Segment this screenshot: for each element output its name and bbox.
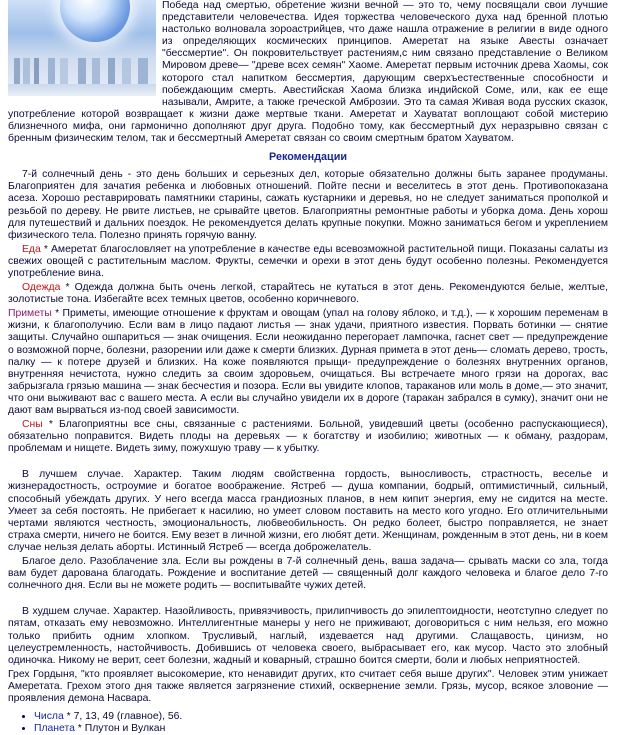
earth-city-image bbox=[8, 0, 156, 96]
worst-case-sin: Грех Гордыня, "кто проявляет высокомерие, кто ненавидит других, кто считает себя выше других". Человек этим унижает Амеретата. Грехом этого дня также является загрязнение стихий, осквернение земли. Грязь, мусор, всякое зловоние — проявления демона Насвара. bbox=[8, 668, 608, 704]
food-text: * Амеретат благословляет на употребление в качестве еды всевозможной растительной пищи. Показаны салаты из свежих овощей с растительным маслом. Фрукты, семечки и орехи в этот день будут особенно полезны. Рекомендуется употребление вина. bbox=[8, 243, 608, 279]
intro-paragraph: Победа над смертью, обретение жизни вечной — это то, чему посвящали свои лучшие представители человечества. Идея торжества человеческого духа над бренной плотью настолько волновала зороастрийцев, что даже нашла отражение в религии в виде одного из определяющих космических принципов. Амеретат на языке Авесты означает "бессмертие". Он покровительствует растениям,с ним связано представление о Великом Мировом древе— "древе всех семян" Хаоме. Амеретат первым источник древа Хаомы, сок которого стал напитком бессмертия, дарующим сверхъестественные способности и побеждающим смерть. Авестийская Хаома близка индийской Соме, или, как ее еще называли, Амрите, а также греческой Амброзии. Это та самая Живая вода русских сказок, употребление которой возвращает к жизни даже мертвые ткани. Амеретат и Хауватат воплощают собой мистерию близнечного мифа, они гармонично дополняют друг друга. Подобно тому, как бессмертный дух неразрывно связан с бренным физическим телом, так и бессмертный Амеретат связан со своим смертным братом Хауватом. bbox=[8, 0, 608, 145]
best-case-paragraph: В лучшем случае. Характер. Таким людям свойственна гордость, выносливость, страстность, веселье и жизнерадостность, остроумие и богатое воображение. Ястреб — душа компании, бодрый, оптимистичный, сильный, способный убеждать других. У него всегда масса грандиозных планов, в нем кипит энергия, ему не сидится на месте. Умеет за себя постоять. Не прибегает к насилию, но умеет словом поставить на место кого угодно. Его отличительными чертами являются честность, эмоциональность, любвеобильность. Он редко болеет, быстро поправляется, не знает страха смерти, ничего не боится. Ему везет в личной жизни, его любят дети. Женщинам, рожденным в этот день, ни в коем случае нельзя делать аборты. Истинный Ястреб — всегда доброжелатель. bbox=[8, 469, 608, 553]
clothes-text: * Одежда должна быть очень легкой, старайтесь не кутаться в этот день. Рекомендуются белые, желтые, золотистые тона. Избегайте всех темных цветов, особенно коричневого. bbox=[8, 282, 608, 306]
clothes-label: Одежда bbox=[22, 282, 61, 294]
best-case-good-deed: Благое дело. Разоблачение зла. Если вы рождены в 7-й солнечный день, ваша задача— срывать маски со зла, тогда вам будет дарована благодать. Рождение и воспитание детей — священный долг каждого человека и благое дело 7-го солнечного дня. Если вы не можете родить — воспитывайте чужих детей. bbox=[8, 556, 608, 592]
dreams-label: Сны bbox=[22, 419, 43, 431]
dreams-text: * Благоприятны все сны, связанные с растениями. Больной, увидевший цветы (особенно распускающиеся), обязательно поправится. Видеть плоды на деревьях — к богатству и изобилию; животных — к обману, раздорам, проблемам и нищете. Видеть зиму, пожухшую траву — к убытку. bbox=[8, 419, 608, 455]
section-heading: Рекомендации bbox=[269, 151, 347, 164]
numbers-link[interactable]: Числа bbox=[34, 711, 64, 723]
clothes-paragraph bbox=[8, 282, 608, 306]
food-paragraph bbox=[8, 244, 608, 280]
omens-paragraph bbox=[8, 308, 608, 417]
list-item-numbers bbox=[34, 711, 608, 723]
list-item-planet bbox=[34, 723, 608, 735]
dreams-paragraph bbox=[8, 419, 608, 455]
day-description: 7-й солнечный день - это день больших и серьезных дел, которые обязательно должны быть заранее продуманы. Благоприятен для зачатия ребенка и любовных отношений. Пойте песни и веселитесь в этот день. Противопоказана асеза. Хорошо реставрировать памятники старины, сажать кустарники и деревья, но не следует заниматься прополкой и резьбой по дереву. Не рвите листьев, не срывайте цветов. Благоприятны ремонтные работы и уборка дома. День хорош для путешествий и дальних поездок. Не рекомендуется делать крупные покупки. Можно заниматься бегом и укреплением физического тела. Полезно принять горячую ванну. bbox=[8, 169, 608, 241]
omens-text: * Приметы, имеющие отношение к фруктам и овощам (упал на голову яблоко, и т.д.), — к хорошим переменам в жизни, к благополучию. Если вам в лицо падают листья — знак удачи, приятного известия. Порвать ботинки — снятие защиты. Случайно ошпариться — знак очищения. Если неожиданно перегорает лампочка, гаснет свет — предупреждение о возможной порче, болезни, разорении или даже к смерти близких. Дурная примета в этот день— сломать дерево, трость, палку — к потере друзей и близких. На коже появляются прыщи- предупреждение о болезнях внутренних органов, внутренняя нечистота, нужно следить за своим здоровьем, очищаться. Вы встречаете много грязи на дорогах, вас забрызгала грязью машина — знак бесчестия и позора. Если вы увидите клопов, тараканов или моль в доме,— это значит, что они выживают вас с вашего места. А если вы случайно увидели их в дороге (таракан забрался в сумку), значит они не дают вам вырваться из-под своей зависимости. bbox=[8, 308, 608, 416]
planet-link[interactable]: Планета bbox=[34, 723, 75, 735]
worst-case-paragraph: В худшем случае. Характер. Назойливость, привязчивость, прилипчивость до эпилептоидности, неотступно следует по пятам, отказать ему невозможно. Интеллигентные манеры у него не приживают, договориться с ним нельзя, его можно только прибить одним хлопком. Трусливый, наглый, издевается над другими. Слащавость, цинизм, но целеустремленность, настойчивость. Добившись от человека своего, выбрасывает его, как мусор. Часто это злобный одиночка. Никому не верит, сеет болезни, жадный и коварный, страшно боится смерти, боли и любых неприятностей. bbox=[8, 606, 608, 666]
water-reflection bbox=[8, 84, 156, 96]
omens-label: Приметы bbox=[8, 308, 52, 320]
food-label: Еда bbox=[22, 243, 41, 255]
numbers-value: * 7, 13, 49 (главное), 56. bbox=[63, 711, 183, 723]
document-page bbox=[8, 0, 608, 735]
facts-list bbox=[8, 711, 608, 735]
planet-icon bbox=[60, 0, 130, 42]
planet-value: * Плутон и Вулкан bbox=[74, 723, 166, 735]
